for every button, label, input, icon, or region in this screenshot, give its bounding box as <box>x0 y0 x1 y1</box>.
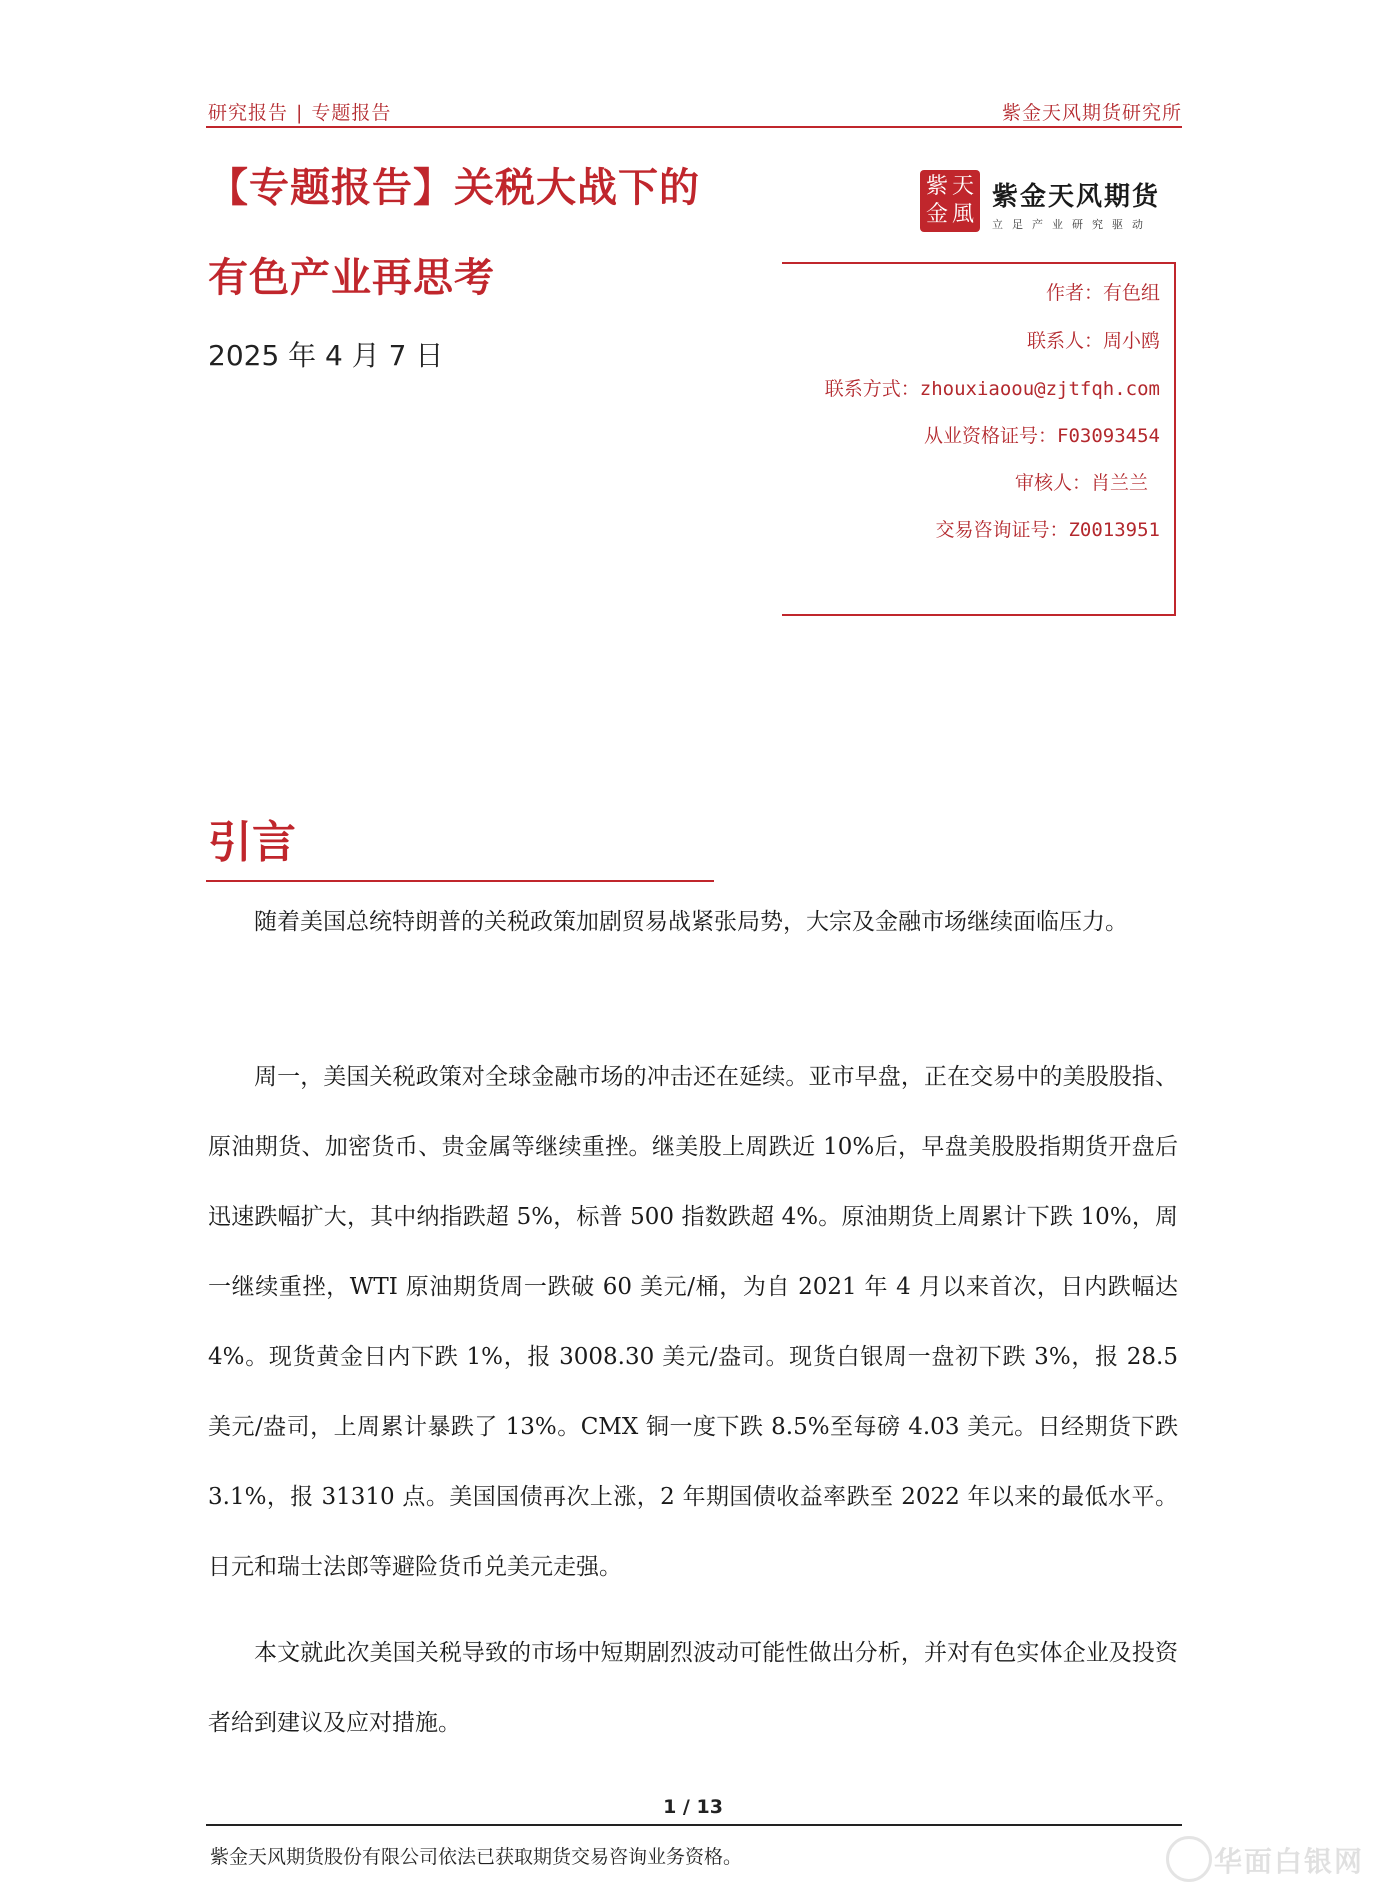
header-separator: | <box>296 102 304 124</box>
intro-paragraph-3: 本文就此次美国关税导致的市场中短期剧烈波动可能性做出分析，并对有色实体企业及投资者给到建议及应对措施。 <box>208 1640 1178 1736</box>
report-title-line1: 【专题报告】关税大战下的 <box>208 164 700 211</box>
intro-paragraph-2: 周一，美国关税政策对全球金融市场的冲击还在延续。亚市早盘，正在交易中的美股股指、原油期货、加密货币、贵金属等继续重挫。继美股上周跌近 10%后，早盘美股股指期货开盘后迅速跌幅扩大，其中纳指跌超 5%，标普 500 指数跌超 4%。原油期货上周累计下跌 10%，周一继续重挫，WTI 原油期货周一跌破 60 美元/桶，为自 2021 年 4 月以来首次，日内跌幅达 4%。现货黄金日内下跌 1%，报 3008.30 美元/盎司。现货白银周一盘初下跌 3%，报 28.5 美元/盎司，上周累计暴跌了 13%。CMX 铜一度下跌 8.5%至每磅 4.03 美元。日经期货下跌 3.1%，报 31310 点。美国国债再次上涨，2 年期国债收益率跌至 2022 年以来的最低水平。日元和瑞士法郎等避险货币兑美元走强。 <box>208 1064 1178 1580</box>
header-category-topic: 专题报告 <box>311 102 392 124</box>
watermark <box>1158 1826 1378 1890</box>
header-divider <box>206 126 1182 128</box>
report-date: 2025 年 4 月 7 日 <box>208 339 444 372</box>
seal-char-1: 紫 <box>926 174 949 199</box>
watermark-text: 华面白银网 <box>1214 1845 1365 1878</box>
info-consult-license: 交易咨询证号：Z0013951 <box>935 519 1160 541</box>
logo-seal-icon <box>920 170 980 232</box>
footer-disclaimer: 紫金天风期货股份有限公司依法已获取期货交易咨询业务资格。 <box>210 1846 743 1868</box>
info-email: 联系方式：zhouxiaoou@zjtfqh.com <box>824 378 1160 400</box>
header-category-report: 研究报告 <box>208 102 289 124</box>
logo-company-name: 紫金天风期货 <box>992 182 1161 212</box>
page-number: 1 / 13 <box>663 1796 723 1818</box>
intro-paragraph-1: 随着美国总统特朗普的关税政策加剧贸易战紧张局势，大宗及金融市场继续面临压力。 <box>254 909 1128 935</box>
seal-char-3: 金 <box>926 202 949 227</box>
seal-char-2: 天 <box>952 174 975 199</box>
seal-char-4: 風 <box>952 202 975 227</box>
header-institute: 紫金天风期货研究所 <box>1001 102 1182 124</box>
report-title-line2: 有色产业再思考 <box>208 254 495 301</box>
header-category <box>208 98 391 125</box>
logo-tagline: 立足产业研究驱动 <box>992 218 1152 231</box>
company-logo <box>920 170 1160 236</box>
info-contact: 联系人：周小鸥 <box>1026 330 1160 352</box>
info-reviewer: 审核人：肖兰兰 <box>1014 472 1148 494</box>
info-author: 作者：有色组 <box>1045 282 1160 304</box>
info-license: 从业资格证号：F03093454 <box>924 425 1160 447</box>
section-title-intro: 引言 <box>208 817 296 868</box>
watermark-icon <box>1166 1836 1212 1882</box>
footer-divider <box>206 1824 1182 1826</box>
section-divider <box>206 880 714 882</box>
author-info-box <box>782 262 1176 616</box>
